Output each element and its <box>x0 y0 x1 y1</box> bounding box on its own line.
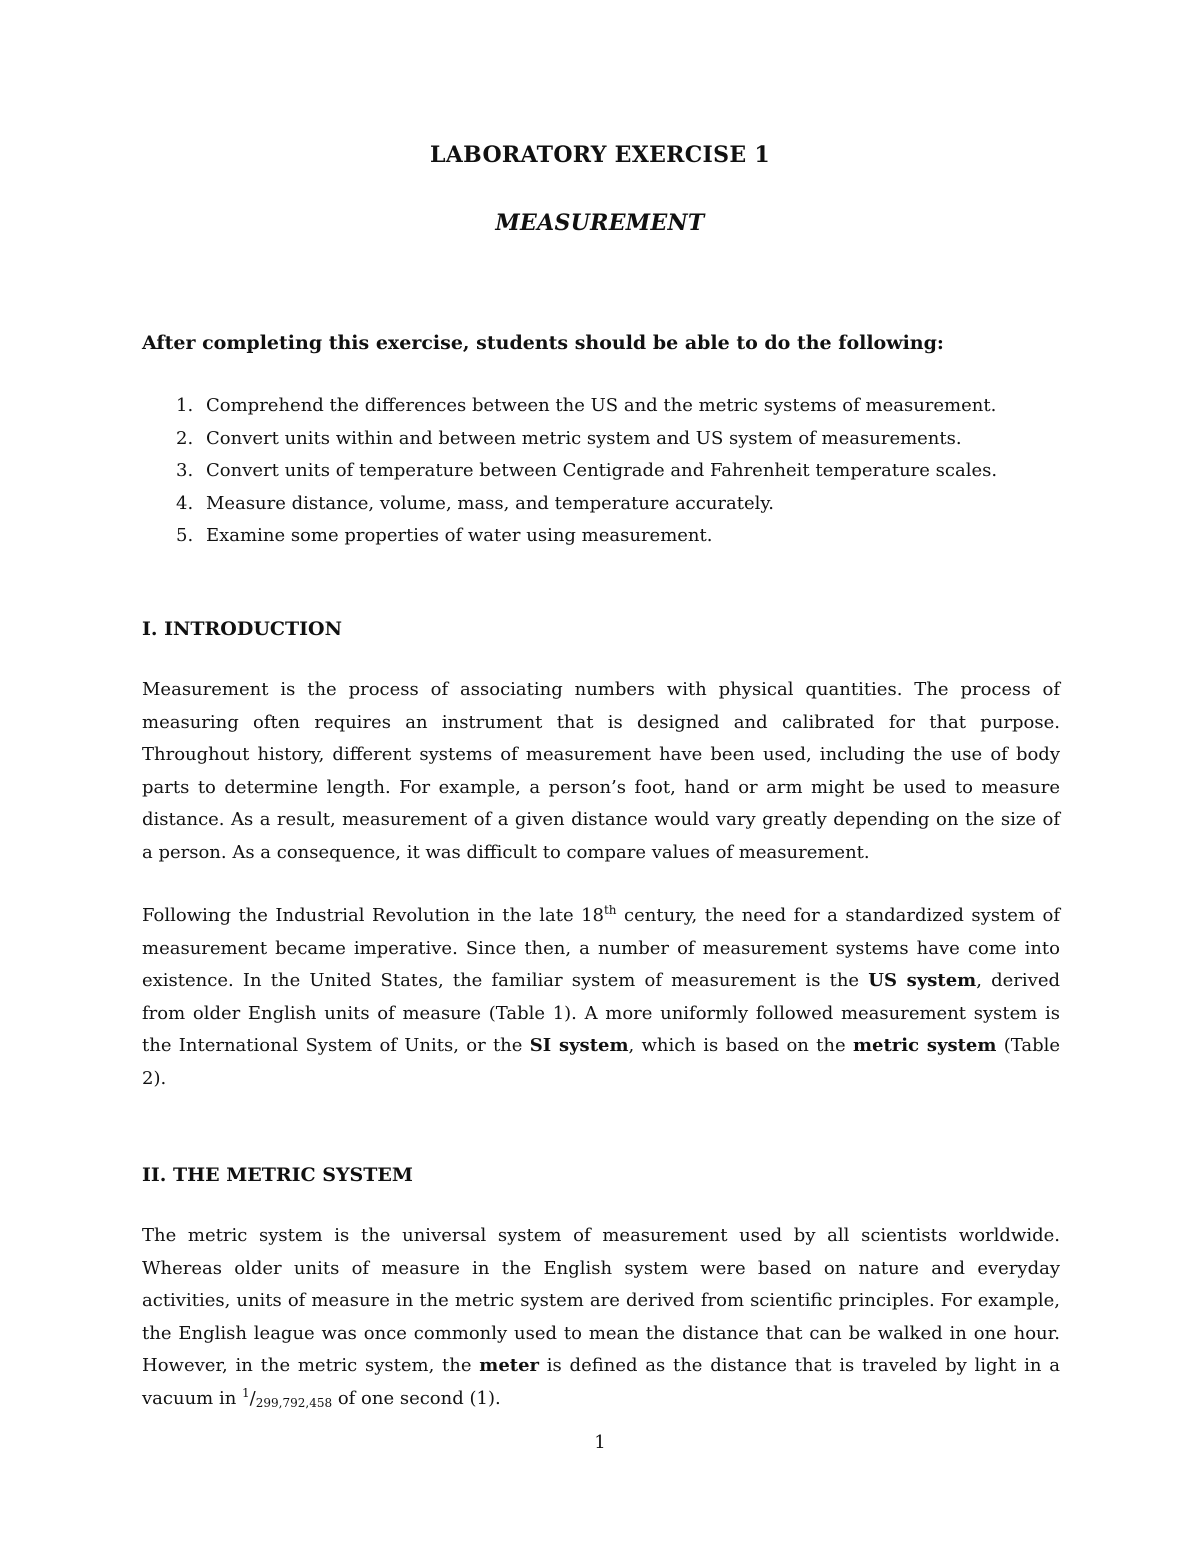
text-run: , derived from older English units of measure (Table 1). A more uniformly followed measurement system is the International System of Units, or the <box>142 970 1060 1057</box>
list-item-text: Convert units of temperature between Centigrade and Fahrenheit temperature scales. <box>206 460 998 481</box>
list-item-number: 3. <box>176 460 194 481</box>
bold-term: metric system <box>852 1035 997 1057</box>
fraction-denominator: 299,792,458 <box>255 1395 333 1410</box>
document-subtitle: MEASUREMENT <box>495 210 705 236</box>
text-run: is defined as the distance that is traveled by light in a vacuum in <box>142 1355 1060 1409</box>
text-run: (Table 2). <box>142 1035 1060 1089</box>
text-run: Following the Industrial Revolution in the late 18 <box>142 905 604 926</box>
list-item-number: 5. <box>176 525 194 546</box>
fraction-separator: / <box>249 1387 256 1409</box>
superscript: th <box>603 903 617 917</box>
list-item-number: 2. <box>176 427 194 449</box>
metric-system-heading: II. THE METRIC SYSTEM <box>142 1164 413 1186</box>
objectives-list <box>142 390 1072 553</box>
text-run: century, the need for a standardized system of measurement became imperative. Since then, a number of measurement systems have come into existence. In the United States, the familiar system of measurement is the <box>142 905 1060 992</box>
bold-term: SI system <box>529 1035 629 1057</box>
list-item <box>142 423 1072 456</box>
introduction-heading: I. INTRODUCTION <box>142 618 342 640</box>
list-item-text: Examine some properties of water using measurement. <box>206 525 713 546</box>
metric-system-paragraph-1 <box>142 1220 1060 1416</box>
text-run: , which is based on the <box>628 1035 853 1057</box>
bold-term: US system <box>868 970 977 992</box>
list-item <box>142 390 1072 423</box>
document-title: LABORATORY EXERCISE 1 <box>430 142 770 168</box>
introduction-paragraph-2 <box>142 900 1060 1096</box>
fraction-numerator: 1 <box>242 1385 250 1400</box>
list-item <box>142 455 1072 488</box>
list-item-text: Convert units within and between metric system and US system of measurements. <box>206 427 962 449</box>
text-run: The metric system is the universal system of measurement used by all scientists worldwide. Whereas older units of measure in the English system were based on nature and everyday activities, units of measure in the metric system are derived from scientific principles. For example, the English league was once commonly used to mean the distance that can be walked in one hour. However, in the metric system, the <box>142 1225 1060 1377</box>
list-item-text: Comprehend the differences between the US and the metric systems of measurement. <box>206 395 997 416</box>
list-item <box>142 488 1072 521</box>
objectives-heading: After completing this exercise, students should be able to do the following: <box>142 332 944 354</box>
list-item-number: 1. <box>176 395 194 416</box>
list-item-text: Measure distance, volume, mass, and temperature accurately. <box>206 492 774 514</box>
list-item <box>142 520 1072 553</box>
bold-term: meter <box>479 1355 540 1377</box>
list-item-number: 4. <box>176 492 194 514</box>
text-run: of one second (1). <box>332 1387 501 1409</box>
introduction-paragraph-1: Measurement is the process of associating numbers with physical quantities. The process of measuring often requires an instrument that is designed and calibrated for that purpose. Throughout history, different systems of measurement have been used, including the use of body parts to determine length. For example, a person’s foot, hand or arm might be used to measure distance. As a result, measurement of a given distance would vary greatly depending on the size of a person. As a consequence, it was difficult to compare values of measurement. <box>142 679 1060 863</box>
page-number: 1 <box>594 1432 606 1453</box>
